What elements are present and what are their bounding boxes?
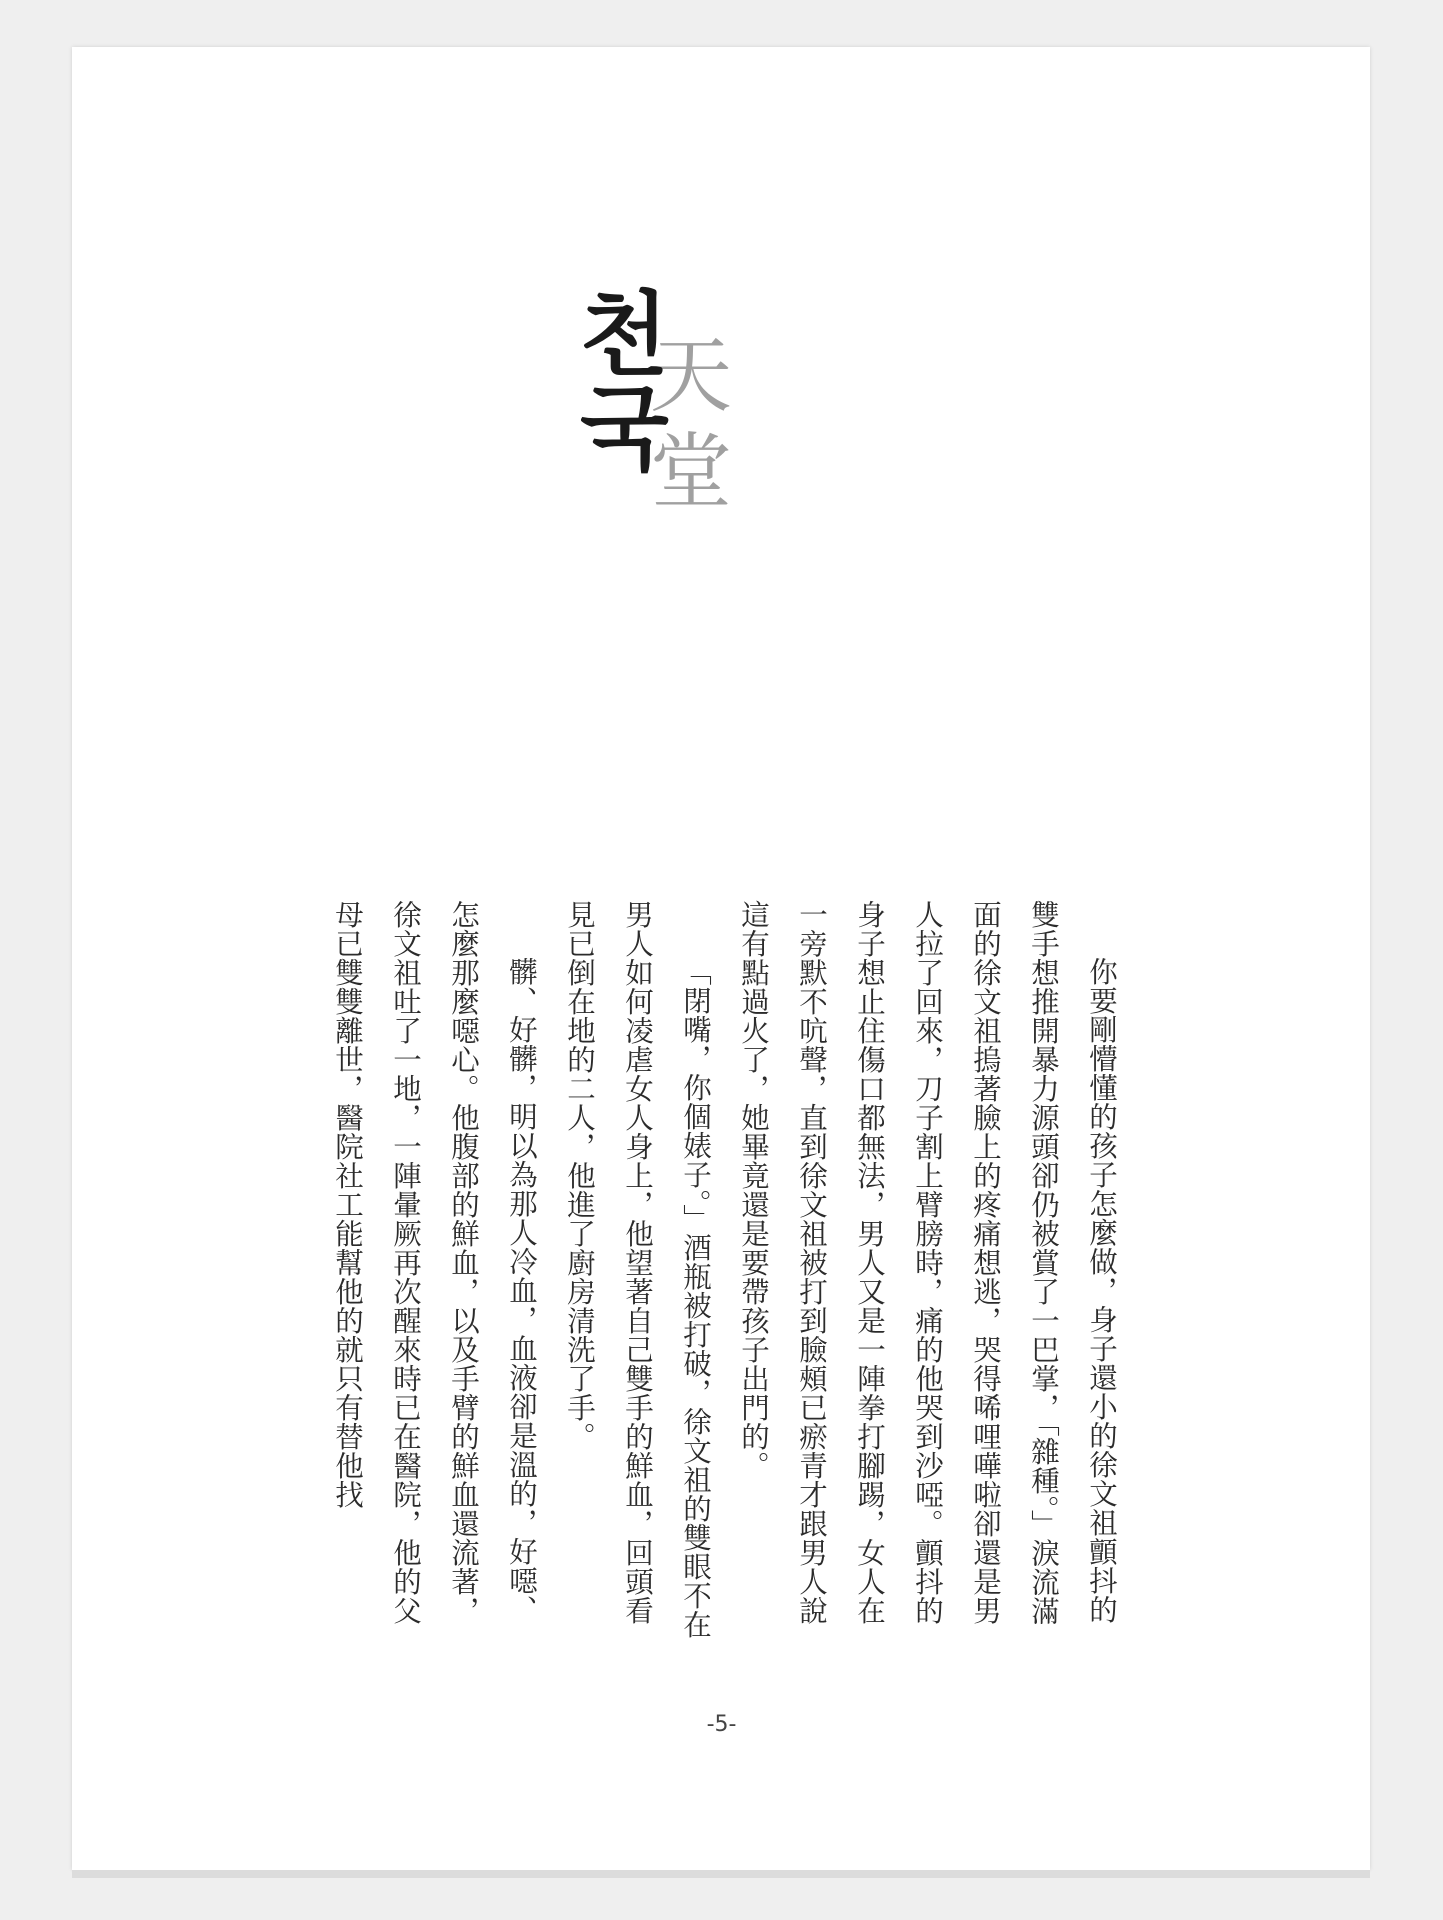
- chapter-title: [580, 282, 740, 550]
- title-chinese-char-1: 天: [650, 329, 733, 424]
- title-korean-char-2: 국: [580, 376, 669, 483]
- page-shadow: [72, 1870, 1370, 1878]
- paragraph-2: 「閉嘴，你個婊子。」酒瓶被打破，徐文祖的雙眼不在男人如何凌虐女人身上，他望著自己雙手的鮮血，回頭看見已倒在地的二人，他進了廚房清洗了手。: [563, 900, 712, 1639]
- title-korean-char-1: 천: [580, 282, 669, 389]
- body-text: [270, 900, 1130, 1640]
- page-number: -5-: [706, 1712, 737, 1737]
- paragraph-1: 你要剛懵懂的孩子怎麼做，身子還小的徐文祖顫抖的雙手想推開暴力源頭卻仍被賞了一巴掌，「雜種。」淚流滿面的徐文祖摀著臉上的疼痛想逃，哭得唏哩嘩啦卻還是男人拉了回來，刀子割上臂膀時，痛的他哭到沙啞。顫抖的身子想止住傷口都無法，男人又是一陣拳打腳踢，女人在一旁默不吭聲，直到徐文祖被打到臉頰已瘀青才跟男人說這有點過火了，她畢竟還是要帶孩子出門的。: [737, 900, 1118, 1626]
- paragraph-3: 髒、好髒，明以為那人冷血，血液卻是溫的，好噁、怎麼那麼噁心。他腹部的鮮血，以及手臂的鮮血還流著，徐文祖吐了一地，一陣暈厥再次醒來時已在醫院，他的父母已雙雙離世，醫院社工能幫他的就只有替他找: [331, 900, 538, 1625]
- title-chinese-char-2: 堂: [650, 425, 733, 520]
